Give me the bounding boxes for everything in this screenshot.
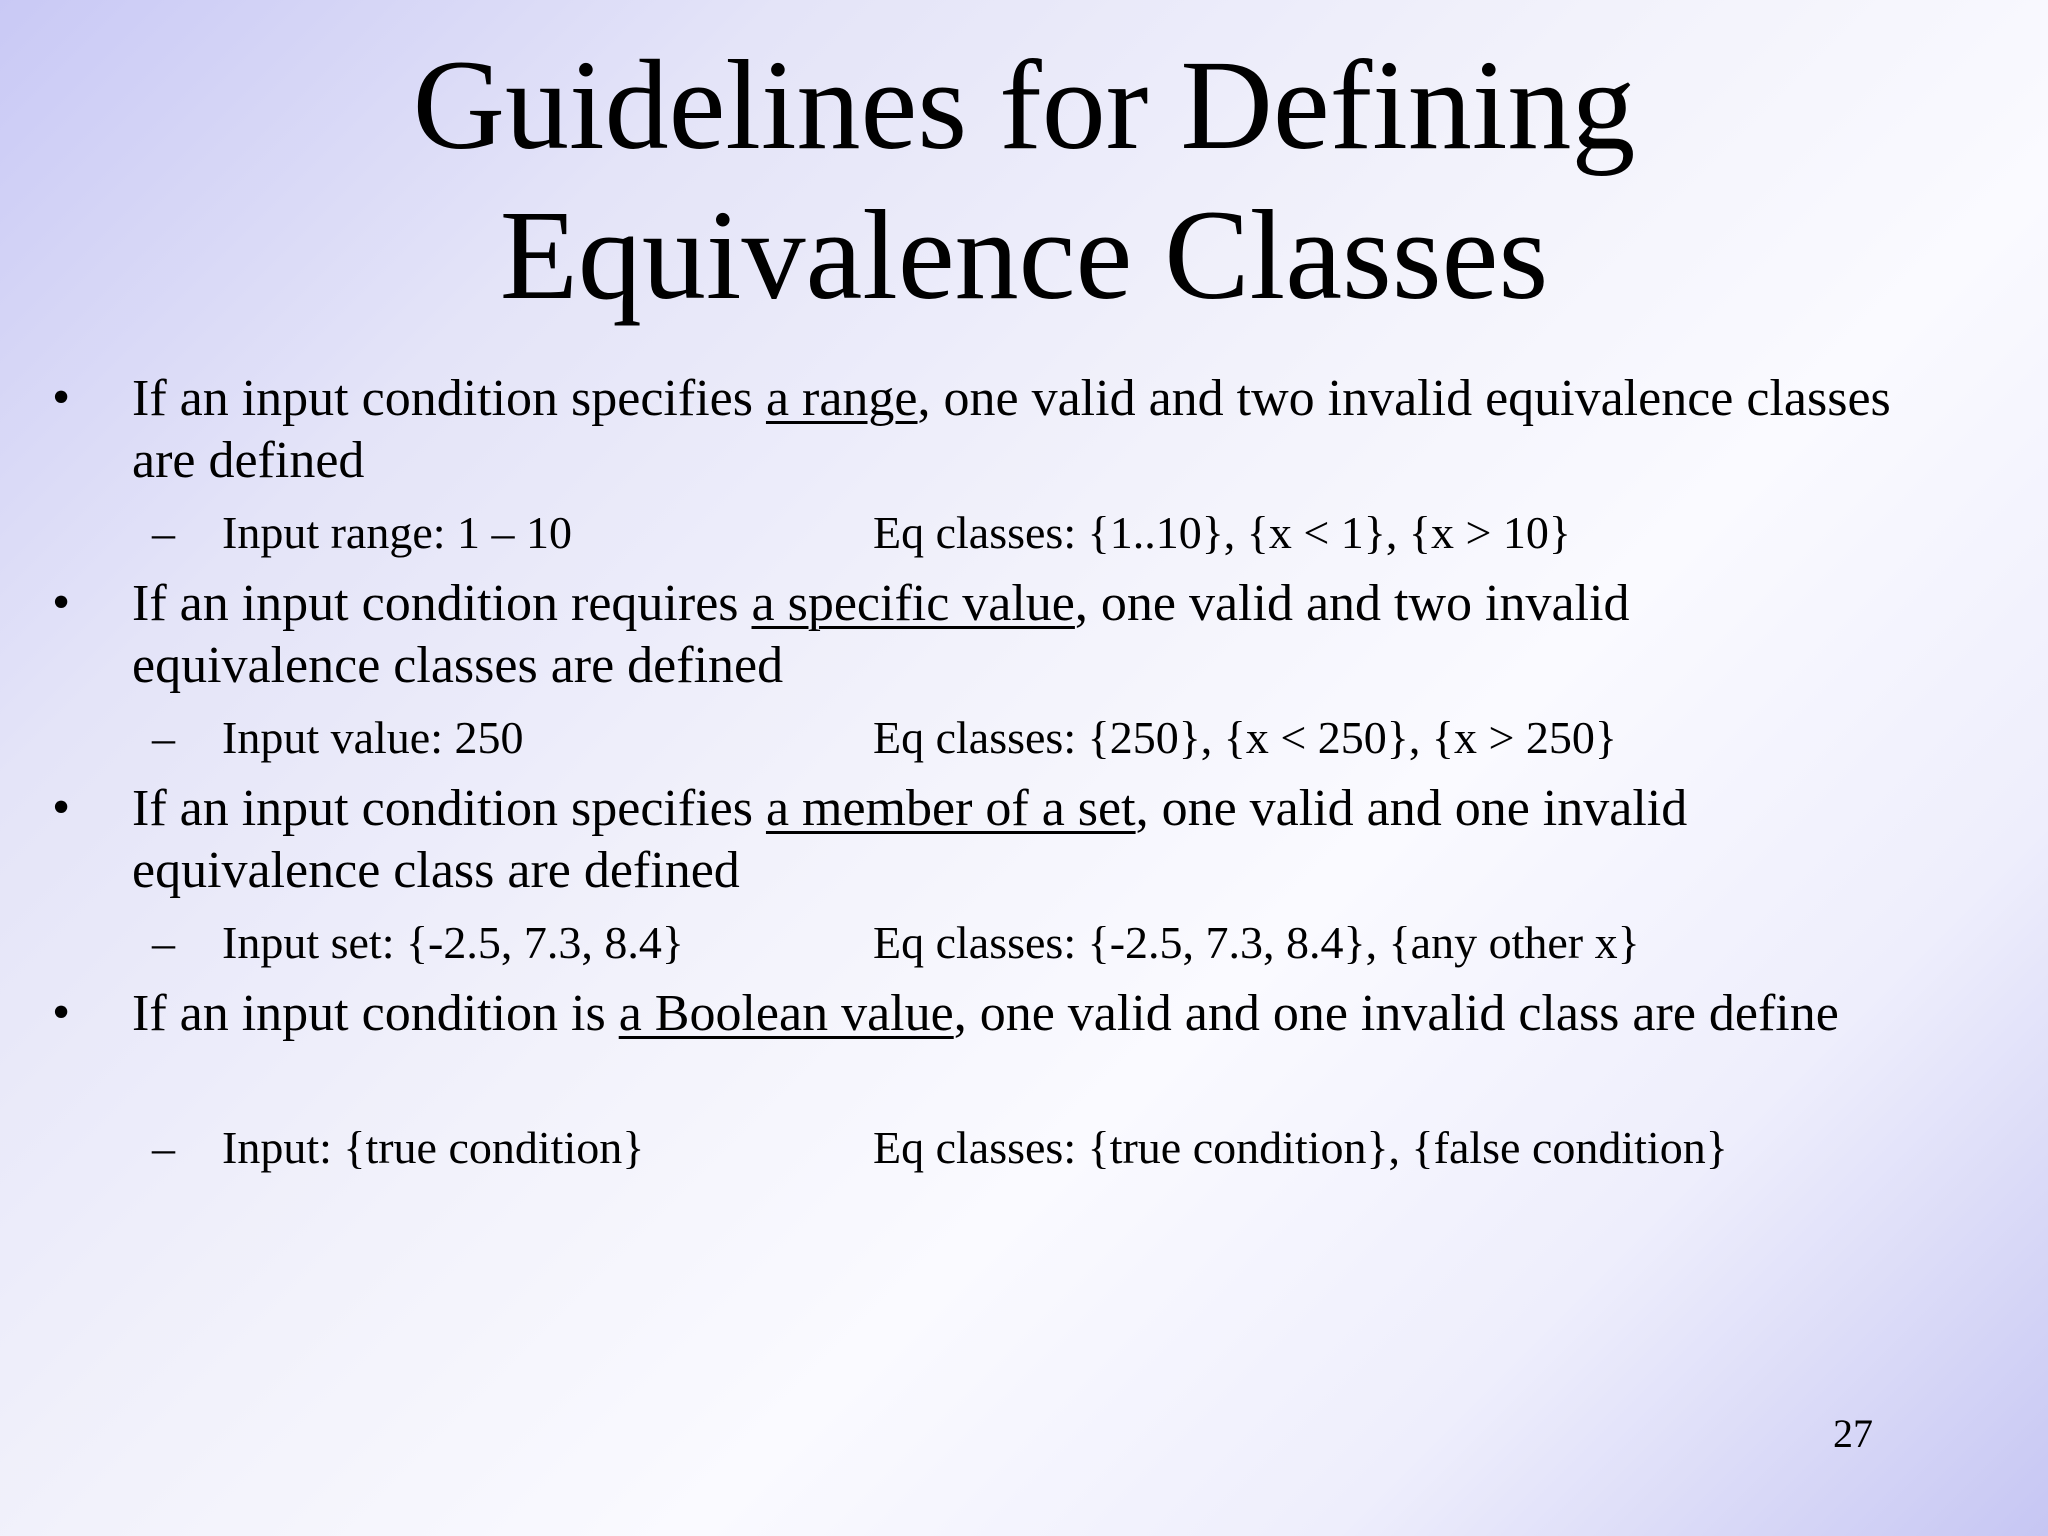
bullet-marker: •: [52, 779, 71, 836]
title-line-1: Guidelines for Defining: [412, 34, 1636, 176]
example-eq-classes: Eq classes: {250}, {x < 250}, {x > 250}: [873, 712, 1617, 763]
bullet-marker: •: [52, 984, 71, 1041]
bullet-marker: •: [52, 369, 71, 426]
slide-title: [0, 30, 2048, 330]
bullet-text-after: , one valid and one invalid class are define: [953, 985, 1839, 1042]
sub-item-marker: –: [152, 1122, 175, 1173]
sub-item-marker: –: [152, 712, 175, 763]
sub-item-marker: –: [152, 917, 175, 968]
title-line-2: Equivalence Classes: [499, 184, 1549, 326]
example-input: Input: {true condition}: [222, 1122, 645, 1173]
example-input: Input set: {-2.5, 7.3, 8.4}: [222, 917, 684, 968]
example-eq-classes: Eq classes: {true condition}, {false condition}: [873, 1122, 1728, 1173]
bullet-text-before: If an input condition specifies: [132, 370, 766, 427]
bullet-text-before: If an input condition requires: [132, 575, 752, 632]
bullet-text-underlined: a specific value: [751, 575, 1075, 632]
bullet-text: [132, 983, 1912, 1045]
bullet-text-after: , one valid and one invalid equivalence class are defined: [132, 780, 1688, 899]
page-number: 27: [1833, 1411, 1873, 1456]
bullet-text: [132, 573, 1832, 697]
example-input: Input range: 1 – 10: [222, 507, 573, 558]
bullet-text-after: , one valid and two invalid equivalence classes are defined: [132, 575, 1630, 694]
example-input: Input value: 250: [222, 712, 524, 763]
bullet-text-underlined: a member of a set: [765, 780, 1136, 837]
bullet-text-before: If an input condition specifies: [132, 780, 766, 837]
bullet-text-before: If an input condition is: [132, 985, 619, 1042]
sub-item-marker: –: [152, 507, 175, 558]
bullet-text: [132, 368, 1932, 492]
bullet-text-underlined: a Boolean value: [618, 985, 954, 1042]
bullet-text-underlined: a range: [765, 370, 918, 427]
example-eq-classes: Eq classes: {-2.5, 7.3, 8.4}, {any other x}: [873, 917, 1640, 968]
bullet-text-after: , one valid and two invalid equivalence classes are defined: [132, 370, 1891, 489]
example-eq-classes: Eq classes: {1..10}, {x < 1}, {x > 10}: [873, 507, 1571, 558]
bullet-text: [132, 778, 1892, 902]
bullet-marker: •: [52, 574, 71, 631]
